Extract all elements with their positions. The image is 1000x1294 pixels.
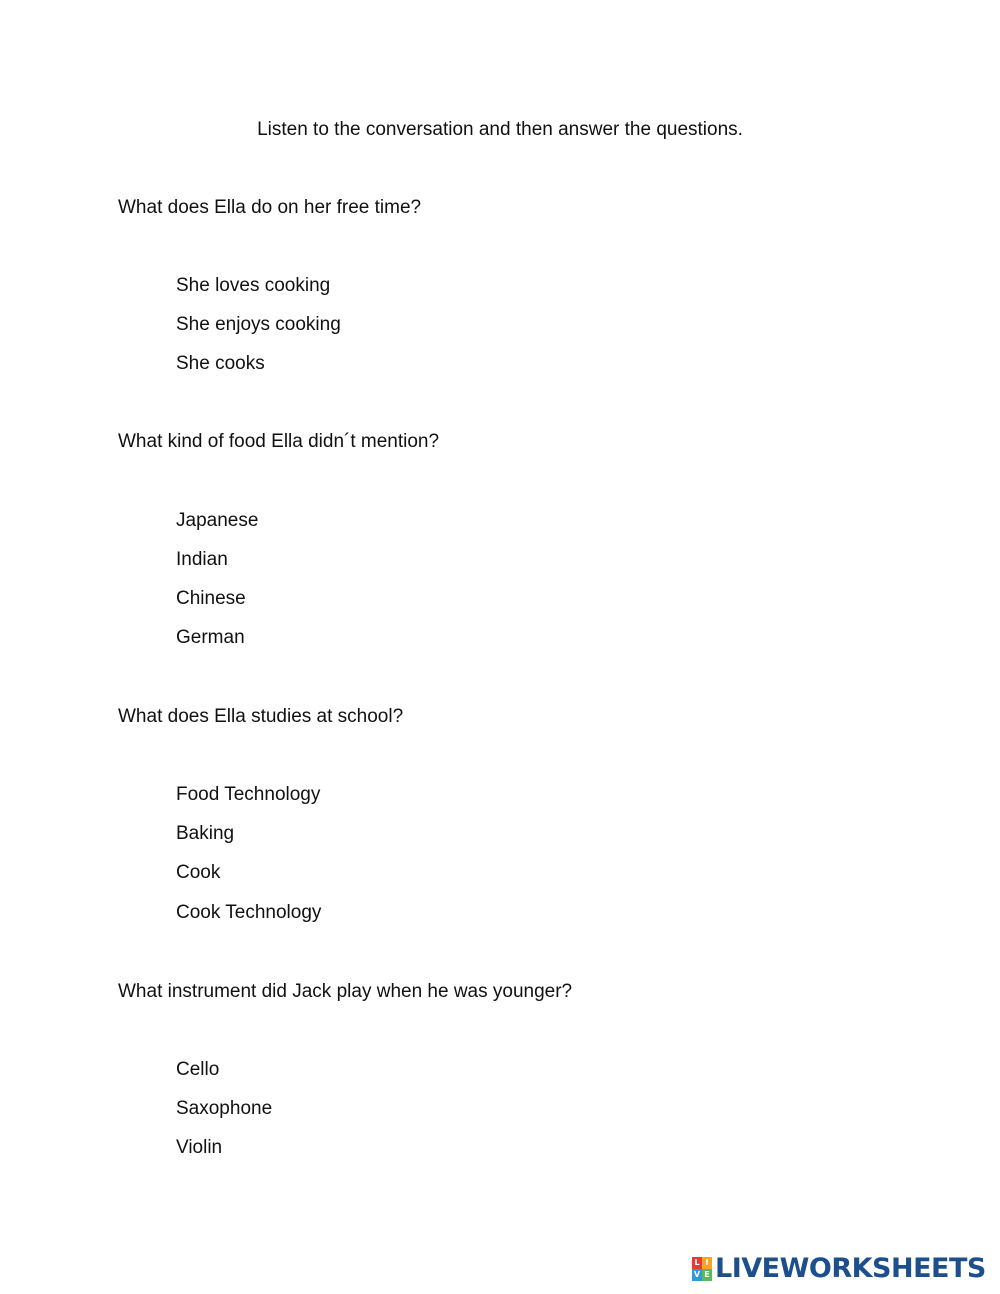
liveworksheets-logo [692, 1253, 986, 1285]
question-3-option-4[interactable]: Cook Technology [176, 902, 322, 923]
logo-text: LIVEWORKSHEETS [715, 1253, 986, 1284]
logo-mark-letter: L [692, 1257, 702, 1269]
logo-mark-letter: V [693, 1270, 701, 1279]
question-2-option-1[interactable]: Japanese [176, 510, 259, 531]
question-3-option-2[interactable]: Baking [176, 823, 235, 844]
question-2-option-4[interactable]: German [176, 627, 245, 648]
question-1: What does Ella do on her free time? [118, 197, 422, 218]
question-1-option-2[interactable]: She enjoys cooking [176, 314, 341, 335]
question-3: What does Ella studies at school? [118, 706, 404, 727]
liveworksheets-logo-icon [692, 1257, 712, 1281]
question-3-option-3[interactable]: Cook [176, 862, 221, 883]
question-2-option-2[interactable]: Indian [176, 549, 228, 570]
question-3-option-1[interactable]: Food Technology [176, 784, 321, 805]
question-4-option-1[interactable]: Cello [176, 1059, 220, 1080]
instruction-text: Listen to the conversation and then answer the questions. [257, 119, 743, 140]
question-2: What kind of food Ella didn´t mention? [118, 431, 440, 452]
question-1-option-3[interactable]: She cooks [176, 353, 265, 374]
question-4-option-3[interactable]: Violin [176, 1137, 223, 1158]
question-1-option-1[interactable]: She loves cooking [176, 275, 331, 296]
logo-mark-letter: E [702, 1269, 712, 1281]
logo-mark-letter: I [702, 1257, 712, 1269]
question-4-option-2[interactable]: Saxophone [176, 1098, 273, 1119]
question-4: What instrument did Jack play when he was younger? [118, 981, 573, 1002]
question-2-option-3[interactable]: Chinese [176, 588, 246, 609]
